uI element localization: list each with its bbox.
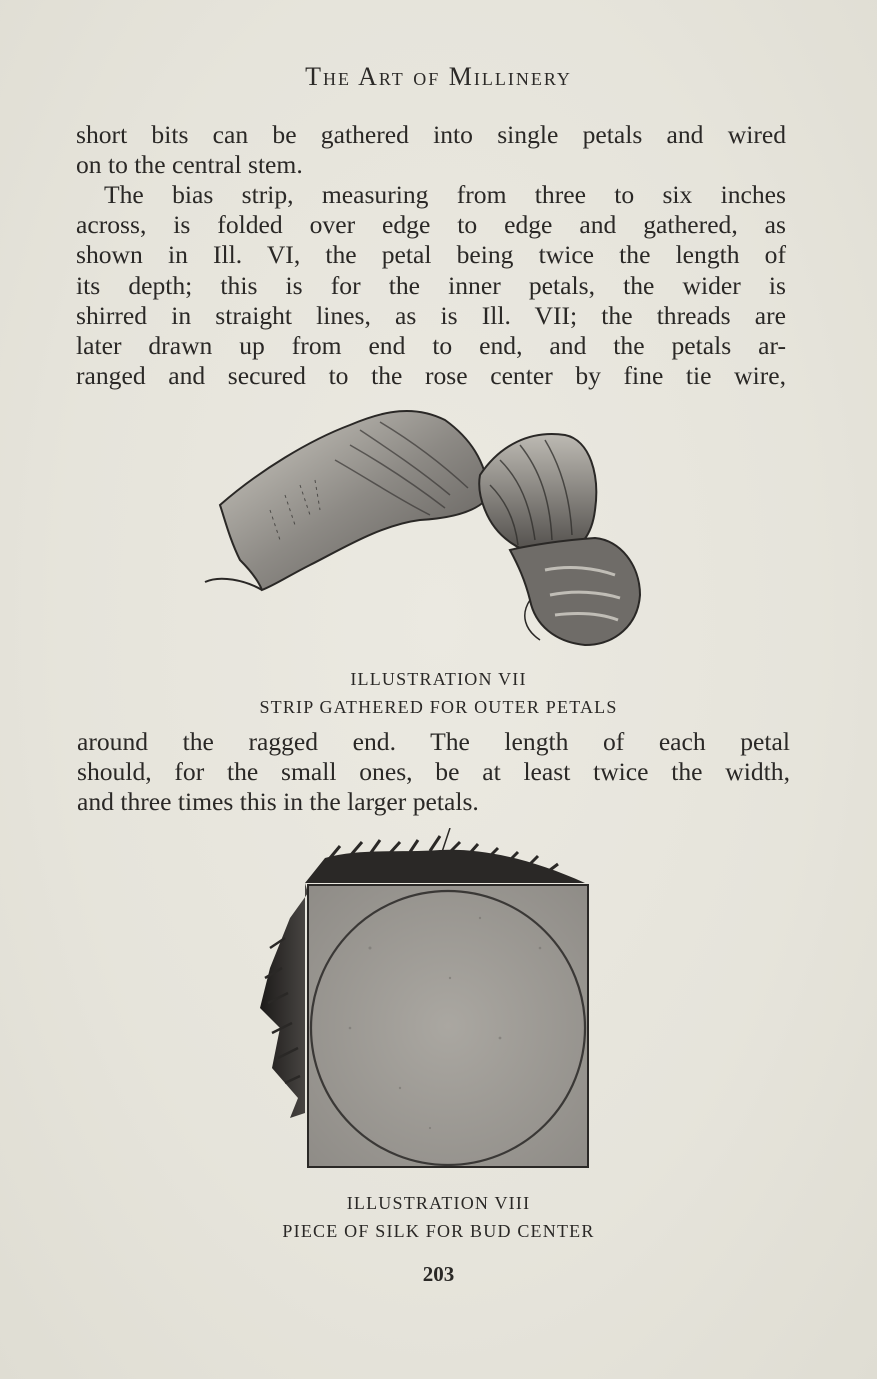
- running-head: The Art of Millinery: [305, 62, 572, 91]
- illustration-vii-caption: STRIP GATHERED FOR OUTER PETALS: [259, 697, 618, 717]
- paragraph-petal-length: [77, 727, 790, 818]
- text-line: shirred in straight lines, as is Ill. VII; the threads are: [76, 300, 786, 330]
- text-line: short bits can be gathered into single petals and wired: [76, 120, 786, 149]
- text-line: shown in Ill. VI, the petal being twice the length of: [76, 240, 786, 270]
- text-line: The bias strip, measuring from three to six inches: [104, 180, 786, 209]
- illustration-vii-number: ILLUSTRATION VII: [350, 669, 527, 689]
- text-line: ranged and secured to the rose center by fine tie wire,: [76, 361, 786, 391]
- illustration-vii-image: [200, 400, 650, 655]
- page-number: 203: [422, 1262, 455, 1286]
- text-line: its depth; this is for the inner petals, the wider is: [76, 270, 786, 300]
- text-line: should, for the small ones, be at least twice the width,: [77, 757, 790, 787]
- text-line: on to the central stem.: [76, 150, 303, 180]
- text-line: around the ragged end. The length of each petal: [77, 727, 790, 756]
- illustration-viii-number: ILLUSTRATION VIII: [346, 1193, 531, 1213]
- paragraph-bias-strip: [76, 180, 786, 391]
- text-line: across, is folded over edge to edge and gathered, as: [76, 210, 786, 240]
- illustration-viii-caption: PIECE OF SILK FOR BUD CENTER: [282, 1221, 595, 1241]
- text-line: later drawn up from end to end, and the petals ar-: [76, 331, 786, 361]
- text-line: and three times this in the larger petals.: [77, 787, 479, 817]
- paragraph-continued: [76, 120, 786, 180]
- illustration-viii-image: [250, 828, 595, 1173]
